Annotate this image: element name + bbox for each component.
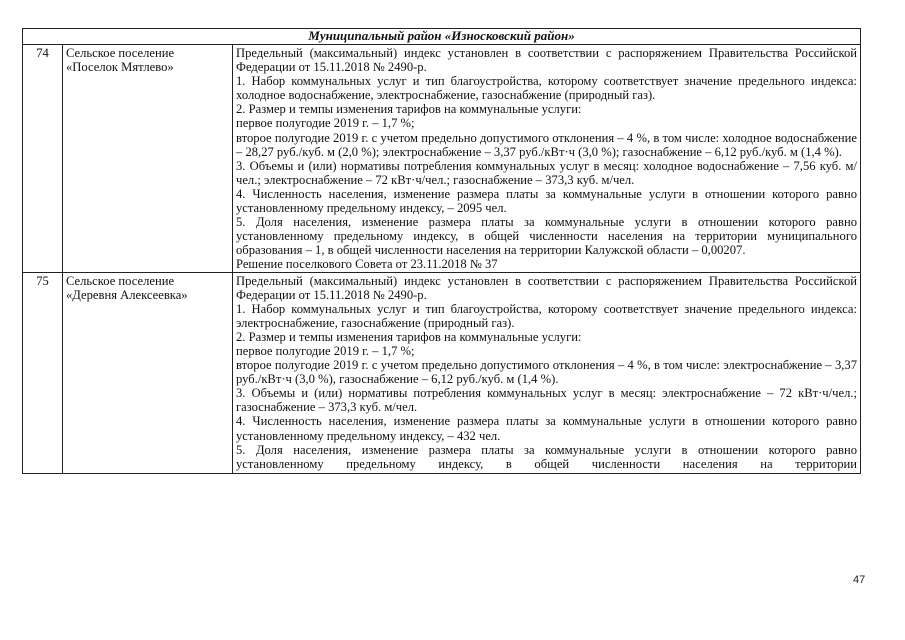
index-description [233,45,861,273]
paragraph: Предельный (максимальный) индекс установлен в соответствии с распоряжением Правительства Российской Федерации от 15.11.2018 № 2490-р. [236,273,857,302]
table-row [23,45,861,273]
settlement-name-line: Сельское поселение [66,46,175,60]
paragraph: первое полугодие 2019 г. – 1,7 %; [236,116,415,131]
paragraph: 1. Набор коммунальных услуг и тип благоустройства, которому соответствует значение предельного индекса: холодное водоснабжение, электроснабжение, газоснабжение (природный газ). [236,74,857,103]
decision-reference: Решение поселкового Совета от 23.11.2018 № 37 [236,257,498,272]
paragraph: 5. Доля населения, изменение размера платы за коммунальные услуги в отношении которого равно установленному предельному индексу, в общей численности населения на территории муниципального образования – 1, в общей численности населения на территории Калужской области – 0,00207. [236,215,857,258]
tariff-index-table [22,28,861,474]
paragraph: 4. Численность населения, изменение размера платы за коммунальные услуги в отношении которого равно установленному предельному индексу, – 432 чел. [236,414,857,443]
settlement-name [63,45,233,273]
truncated-paragraph-container [236,443,857,473]
settlement-name-line: Сельское поселение [66,273,175,288]
row-number: 74 [23,45,63,273]
paragraph: 2. Размер и темпы изменения тарифов на коммунальные услуги: [236,102,582,117]
paragraph: 3. Объемы и (или) нормативы потребления коммунальных услуг в месяц: холодное водоснабжение – 7,56 куб. м/чел.; электроснабжение – 72 кВт·ч/чел.; газоснабжение – 373,3 куб. м/чел. [236,158,857,187]
settlement-name-line: «Поселок Мятлево» [66,60,174,75]
paragraph: второе полугодие 2019 г. с учетом предельно допустимого отклонения – 4 %, в том числе: холодное водоснабжение – 28,27 руб./куб. м (2,0 %); электроснабжение – 3,37 руб./кВт·ч (3,0 %); газоснабжение – 6,12 руб./куб. м (1,4 %). [236,130,857,159]
table-row [23,272,861,473]
paragraph: первое полугодие 2019 г. – 1,7 %; [236,343,415,358]
settlement-name [63,272,233,473]
paragraph: 3. Объемы и (или) нормативы потребления коммунальных услуг в месяц: электроснабжение – 72 кВт·ч/чел.; газоснабжение – 373,3 куб. м/чел. [236,386,857,415]
section-title: Муниципальный район «Износковский район» [23,29,861,45]
index-description [233,272,861,473]
paragraph: 2. Размер и темпы изменения тарифов на коммунальные услуги: [236,329,582,344]
paragraph: 4. Численность населения, изменение размера платы за коммунальные услуги в отношении которого равно установленному предельному индексу, – 2095 чел. [236,186,857,216]
page-number: 47 [853,574,866,586]
row-number: 75 [23,272,63,473]
paragraph: второе полугодие 2019 г. с учетом предельно допустимого отклонения – 4 %, в том числе: электроснабжение – 3,37 руб./кВт·ч (3,0 %), газоснабжение – 6,12 руб./куб. м (1,4 %). [236,358,857,387]
paragraph: 5. Доля населения, изменение размера платы за коммунальные услуги в отношении которого равно установленному предельному индексу, в общей численности населения на территории [236,442,857,471]
settlement-name-line: «Деревня Алексеевка» [66,287,188,302]
paragraph: 1. Набор коммунальных услуг и тип благоустройства, которому соответствует значение предельного индекса: электроснабжение, газоснабжение (природный газ). [236,301,857,330]
section-header-row [23,29,861,45]
paragraph: Предельный (максимальный) индекс установлен в соответствии с распоряжением Правительства Российской Федерации от 15.11.2018 № 2490-р. [236,46,857,75]
